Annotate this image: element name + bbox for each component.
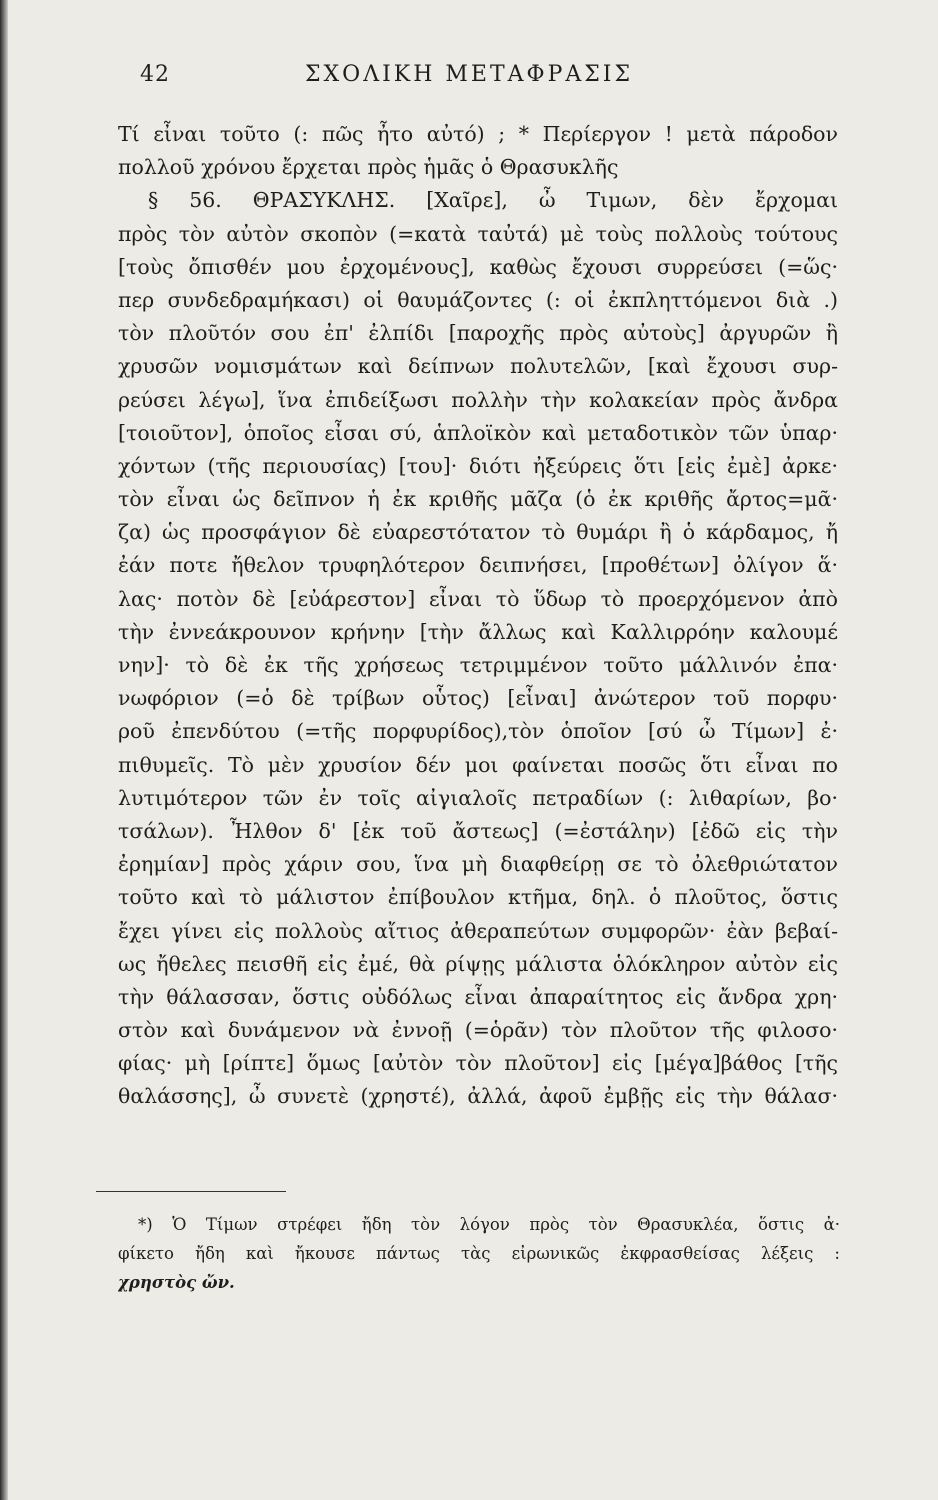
text-line: τὸν εἶναι ὡς δεῖπνον ἡ ἐκ κριθῆς μᾶζα (ὁ ἐκ κριθῆς ἄρτος=μᾶ· <box>118 487 838 512</box>
text-line: λυτιμότερον τῶν ἐν τοῖς αἰγιαλοῖς πετραδίων (: λιθαρίων, βο· <box>118 785 838 810</box>
text-line: ζα) ὡς προσφάγιον δὲ εὐαρεστότατον τὸ θυμάρι ἢ ὁ κάρδαμος, ἤ <box>118 520 838 545</box>
page-header <box>0 62 938 98</box>
text-line: ἐάν ποτε ἤθελον τρυφηλότερον δειπνήσει, [προθέτων] ὀλίγον ἅ· <box>118 553 838 578</box>
text-line: τοῦτο καὶ τὸ μάλιστον ἐπίβουλον κτῆμα, δηλ. ὁ πλοῦτος, ὅστις <box>118 885 838 910</box>
footnote-line: φίκετο ἤδη καὶ ἤκουσε πάντως τὰς εἰρωνικῶς ἐκφρασθείσας λέξεις : <box>118 1244 840 1263</box>
text-line: πιθυμεῖς. Τὸ μὲν χρυσίον δέν μοι φαίνεται ποσῶς ὅτι εἶναι πο <box>118 752 838 777</box>
page-number: 42 <box>140 62 170 87</box>
footnote <box>118 1210 840 1297</box>
text-line: Τί εἶναι τοῦτο (: πῶς ἦτο αὐτό) ; * Περίεργον ! μετὰ πάροδον <box>118 122 838 146</box>
text-line: πρὸς τὸν αὐτὸν σκοπὸν (=κατὰ ταὐτά) μὲ τοὺς πολλοὺς τούτους <box>118 221 838 246</box>
text-line: § 56. ΘΡΑΣΥΚΛΗΣ. [Χαῖρε], ὦ Τιμων, δὲν ἔρχομαι <box>148 188 838 213</box>
text-line: τὸν πλοῦτόν σου ἐπ' ἐλπίδι [παροχῆς πρὸς αὐτοὺς] ἀργυρῶν ἢ <box>118 321 838 346</box>
running-title: ΣΧΟΛΙΚΗ ΜΕΤΑΦΡΑΣΙΣ <box>304 62 634 87</box>
text-line: χόντων (τῆς περιουσίας) [του]· διότι ἠξεύρεις ὅτι [εἰς ἐμὲ] ἀρκε· <box>118 453 838 478</box>
text-line: πολλοῦ χρόνου ἔρχεται πρὸς ἡμᾶς ὁ Θρασυκλῆς <box>118 155 619 180</box>
text-line: νωφόριον (=ὁ δὲ τρίβων οὗτος) [εἶναι] ἀνώτερον τοῦ πορφυ· <box>118 686 838 711</box>
text-line: θαλάσσης], ὦ συνετὲ (χρηστέ), ἀλλά, ἀφοῦ ἐμβῇς εἰς τὴν θάλασ· <box>118 1084 838 1109</box>
text-line: τσάλων). Ἦλθον δ' [ἐκ τοῦ ἄστεως] (=ἐστάλην) [ἐδῶ εἰς τὴν <box>118 818 838 843</box>
footnote-line: *) Ὁ Τίμων στρέφει ἤδη τὸν λόγον πρὸς τὸν Θρασυκλέα, ὅστις ἀ· <box>138 1215 840 1234</box>
text-line: στὸν καὶ δυνάμενον νὰ ἐννοῇ (=ὁρᾶν) τὸν πλοῦτον τῆς φιλοσο· <box>118 1018 838 1043</box>
footnote-line: χρηστὸς ὤν. <box>118 1273 235 1292</box>
text-line: τὴν θάλασσαν, ὅστις οὐδόλως εἶναι ἀπαραίτητος εἰς ἄνδρα χρη· <box>118 984 838 1009</box>
text-line: λας· ποτὸν δὲ [εὐάρεστον] εἶναι τὸ ὕδωρ τὸ προερχόμενον ἀπὸ <box>118 586 838 611</box>
text-line: ἔχει γίνει εἰς πολλοὺς αἴτιος ἀθεραπεύτων συμφορῶν· ἐὰν βεβαί- <box>118 918 838 943</box>
text-line: ροῦ ἐπενδύτου (=τῆς πορφυρίδος),τὸν ὁποῖον [σύ ὦ Τίμων] ἐ· <box>118 719 838 744</box>
text-line: περ συνδεδραμήκασι) οἱ θαυμάζοντες (: οἱ ἐκπληττόμενοι διὰ .) <box>118 287 838 312</box>
text-line: ρεύσει λέγω], ἵνα ἐπιδείξωσι πολλὴν τὴν κολακείαν πρὸς ἄνδρα <box>118 387 838 412</box>
text-line: φίας· μὴ [ρίπτε] ὅμως [αὐτὸν τὸν πλοῦτον] εἰς [μέγα]βάθος [τῆς <box>118 1051 838 1076</box>
text-line: [τοιοῦτον], ὁποῖος εἶσαι σύ, ἁπλοϊκὸν καὶ μεταδοτικὸν τῶν ὑπαρ· <box>118 420 838 445</box>
text-line: νην]· τὸ δὲ ἐκ τῆς χρήσεως τετριμμένον τοῦτο μάλλινόν ἐπα· <box>118 653 838 677</box>
text-line: τὴν ἐννεάκρουνον κρήνην [τὴν ἄλλως καὶ Καλλιρρόην καλουμέ <box>118 619 838 644</box>
footnote-divider <box>96 1191 286 1192</box>
body-text <box>118 118 838 1114</box>
page-edge-shadow <box>0 0 8 1500</box>
text-line: ἐρημίαν] πρὸς χάριν σου, ἵνα μὴ διαφθείρῃ σε τὸ ὀλεθριώτατον <box>118 852 838 877</box>
text-line: χρυσῶν νομισμάτων καὶ δείπνων πολυτελῶν, [καὶ ἔχουσι συρ- <box>118 354 838 379</box>
text-line: ως ἤθελες πεισθῆ εἰς ἐμέ, θὰ ρίψῃς μάλιστα ὁλόκληρον αὐτὸν εἰς <box>118 951 838 976</box>
text-line: [τοὺς ὄπισθέν μου ἐρχομένους], καθὼς ἔχουσι συρρεύσει (=ὥς· <box>118 254 838 279</box>
